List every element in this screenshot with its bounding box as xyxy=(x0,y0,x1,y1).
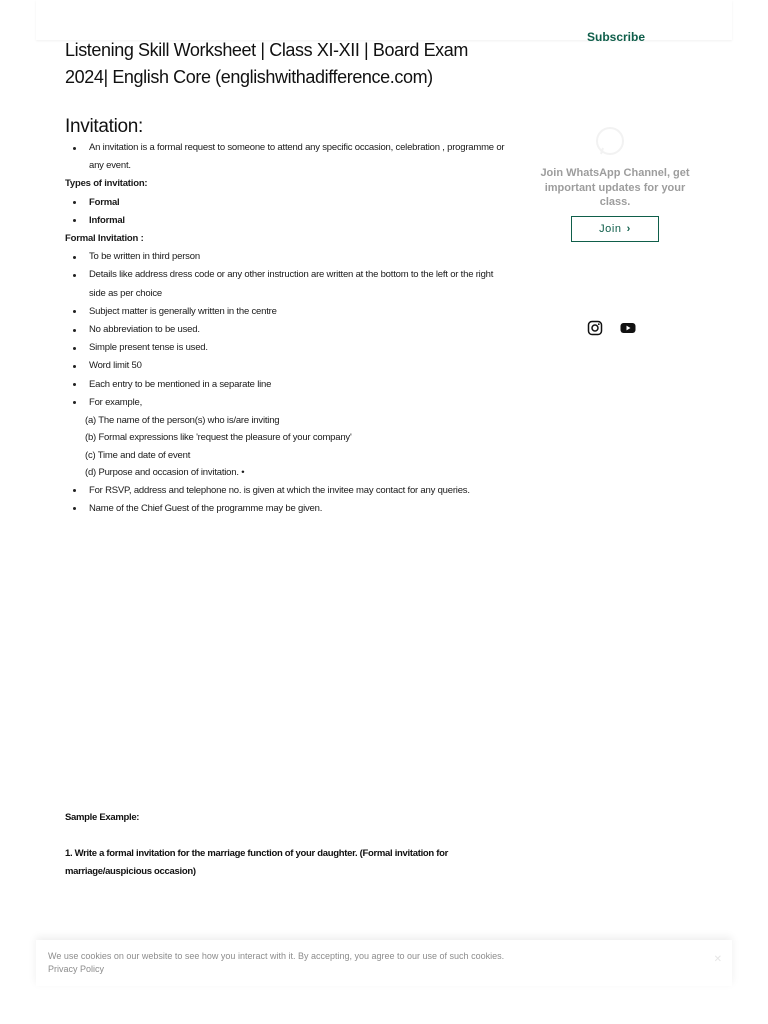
example-line: (b) Formal expressions like 'request the pleasure of your company' xyxy=(85,432,352,444)
chevron-right-icon: › xyxy=(626,223,631,235)
sample-heading: Sample Example: xyxy=(65,812,140,823)
formal-label: Formal Invitation : xyxy=(65,233,144,245)
list-item: For example, xyxy=(65,394,505,412)
article-body xyxy=(65,139,505,518)
example-line: (c) Time and date of event xyxy=(85,449,191,461)
list-item: Informal xyxy=(65,212,505,230)
join-label: Join xyxy=(599,223,622,235)
list-item: Each entry to be mentioned in a separate line xyxy=(65,376,505,394)
instagram-icon[interactable] xyxy=(587,320,603,336)
list-item: Formal xyxy=(65,194,505,212)
cookie-text xyxy=(48,950,508,975)
list-item: An invitation is a formal request to someone to attend any specific occasion, celebration , programme or any event. xyxy=(65,139,505,175)
cookie-banner xyxy=(36,940,732,986)
close-icon[interactable]: ✕ xyxy=(713,954,722,965)
list-item: No abbreviation to be used. xyxy=(65,321,505,339)
section-heading: Invitation: xyxy=(65,116,144,137)
whatsapp-icon xyxy=(593,125,627,159)
list-item: Subject matter is generally written in the centre xyxy=(65,303,505,321)
youtube-icon[interactable] xyxy=(620,320,636,336)
list-item: Name of the Chief Guest of the programme may be given. xyxy=(65,500,505,518)
join-button[interactable] xyxy=(571,216,659,242)
types-label: Types of invitation: xyxy=(65,178,148,190)
example-line: (d) Purpose and occasion of invitation. • xyxy=(85,467,245,479)
whatsapp-promo-text: Join WhatsApp Channel, get important updates for your class. xyxy=(540,167,690,208)
cookie-message: We use cookies on our website to see how you interact with it. By accepting, you agree to our use of such cookies. xyxy=(48,951,505,961)
list-item: Word limit 50 xyxy=(65,357,505,375)
list-item: To be written in third person xyxy=(65,248,505,266)
list-item: For RSVP, address and telephone no. is given at which the invitee may contact for any queries. xyxy=(65,482,505,500)
list-item: Simple present tense is used. xyxy=(65,339,505,357)
list-item: Details like address dress code or any other instruction are written at the bottom to the left or the right side as per choice xyxy=(65,266,505,302)
sample-question: 1. Write a formal invitation for the marriage function of your daughter. (Formal invitation for marriage/auspicious occasion) xyxy=(65,848,449,877)
subscribe-link[interactable]: Subscribe xyxy=(587,30,646,44)
page-title: Listening Skill Worksheet | Class XI-XII | Board Exam 2024| English Core (englishwithadifference.com) xyxy=(65,40,468,87)
example-line: (a) The name of the person(s) who is/are inviting xyxy=(85,415,280,427)
privacy-policy-link[interactable]: Privacy Policy xyxy=(48,963,105,974)
